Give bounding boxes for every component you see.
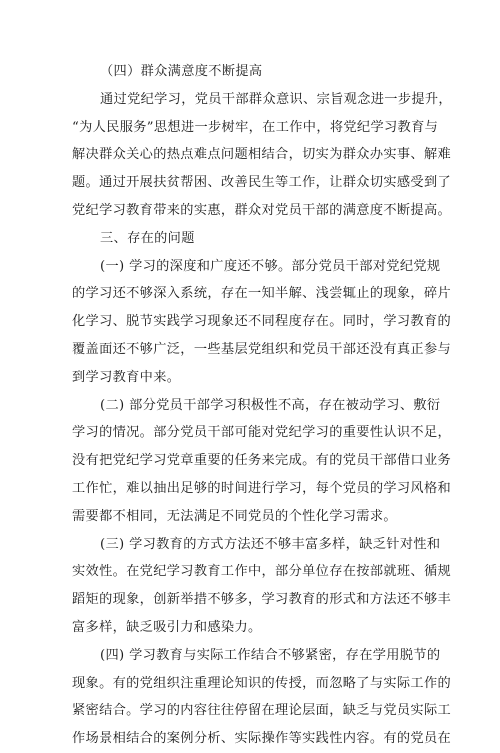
paragraph-line: 解决群众关心的热点难点问题相结合，切实为群众办实事、解难 [72, 147, 452, 163]
paragraph-line: (四) 学习教育与实际工作结合不够紧密，存在学用脱节的 [100, 647, 441, 663]
section-heading-satisfaction: （四）群众满意度不断提高 [100, 64, 263, 79]
paragraph-line: 的学习还不够深入系统，存在一知半解、浅尝辄止的现象，碎片 [72, 286, 452, 302]
paragraph-line: 实效性。在党纪学习教育工作中，部分单位存在按部就班、循规 [72, 564, 452, 580]
paragraph-line: 紧密结合。学习的内容往往停留在理论层面，缺乏与党员实际工 [72, 703, 452, 719]
paragraph-line: 富多样，缺乏吸引力和感染力。 [72, 619, 262, 635]
paragraph-line: 题。通过开展扶贫帮困、改善民生等工作，让群众切实感受到了 [72, 175, 452, 191]
paragraph-line: 化学习、脱节实践学习现象还不同程度存在。同时，学习教育的 [72, 314, 452, 330]
paragraph-line: (一) 学习的深度和广度还不够。部分党员干部对党纪党规 [100, 258, 441, 274]
paragraph-line: (二) 部分党员干部学习积极性不高，存在被动学习、敷衍 [100, 397, 441, 413]
paragraph-line: 没有把党纪学习党章重要的任务来完成。有的党员干部借口业务 [72, 453, 452, 469]
paragraph-line: 需要都不相同，无法满足不同党员的个性化学习需求。 [72, 508, 397, 524]
section-heading-problems: 三、存在的问题 [100, 230, 195, 246]
paragraph-line: 现象。有的党组织注重理论知识的传授，而忽略了与实际工作的 [72, 675, 452, 691]
paragraph-line: 蹈矩的现象，创新举措不够多，学习教育的形式和方法还不够丰 [72, 592, 452, 608]
paragraph-line: 工作忙，难以抽出足够的时间进行学习，每个党员的学习风格和 [72, 480, 452, 496]
paragraph-line: (三) 学习教育的方式方法还不够丰富多样，缺乏针对性和 [100, 536, 441, 552]
paragraph-line: 党纪学习教育带来的实惠，群众对党员干部的满意度不断提高。 [72, 202, 452, 218]
paragraph-line: 学习的情况。部分党员干部可能对党纪学习的重要性认识不足， [72, 425, 452, 441]
paragraph-line: 作场景相结合的案例分析、实际操作等实践性内容。有的党员在 [72, 731, 452, 747]
document-body [72, 58, 452, 753]
paragraph-line: 覆盖面还不够广泛，一些基层党组织和党员干部还没有真正参与 [72, 341, 452, 357]
paragraph-line: 通过党纪学习，党员干部群众意识、宗旨观念进一步提升， [100, 91, 452, 107]
paragraph-line: 到学习教育中来。 [72, 369, 181, 385]
paragraph-line: “为人民服务”思想进一步树牢，在工作中，将党纪学习教育与 [72, 119, 439, 135]
